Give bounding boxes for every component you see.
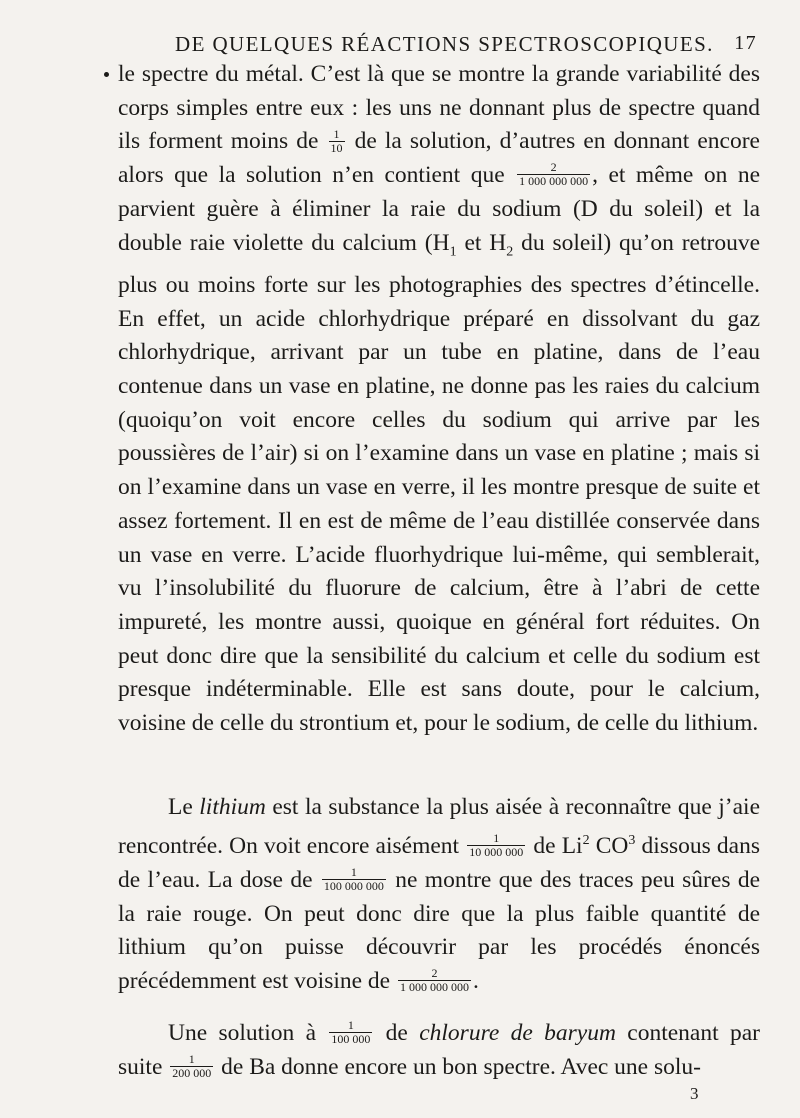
- text-run: ne montre que des traces peu sûres de la raie rouge. On peut donc dire que la plus faible quantité de lithium qu’on puisse découvrir par les procédés énoncés précédemment est voisine de: [118, 866, 761, 995]
- header-title: DE QUELQUES RÉACTIONS SPECTROSCOPIQUES.: [175, 32, 714, 56]
- page-number: 17: [734, 32, 757, 54]
- italic-term: chlorure de baryum: [419, 1019, 616, 1046]
- text-run: et H: [456, 229, 507, 256]
- paragraph-gap: [118, 741, 760, 791]
- margin-dot: [104, 72, 109, 77]
- running-header: [175, 26, 775, 62]
- text-run: du soleil) qu’on retrouve plus ou moins forte sur les photographies des spectres d’étincelle. En effet, un acide chlorhydrique préparé en dissolvant du gaz chlorhydrique, arrivant par un tube en platine, dans de l’eau contenue dans un vase en platine, ne donne pas les raies du calcium (quoiqu’on voit encore celles du sodium qui arrive par les poussières de l’air) si on l’examine dans un vase en platine ; mais si on l’examine dans un vase en verre, il les montre presque de suite et assez fortement. Il en est de même de l’eau distillée conservée dans un vase en verre. L’acide fluorhydrique lui-même, qui semblerait, vu l’insolubilité du fluorure de calcium, être à l’abri de cette impureté, les montre aussi, quoique en général fort réduites. On peut donc dire que la sensibilité du calcium et celle du sodium est presque indéterminable. Elle est sans doute, pour le calcium, voisine de celle du strontium et, pour le sodium, de celle du lithium.: [118, 229, 760, 737]
- text-run: de Li: [527, 833, 583, 860]
- fraction-numerator: 2: [431, 966, 438, 981]
- paragraph-3: [118, 1017, 760, 1084]
- superscript: 3: [628, 833, 636, 849]
- text-run: dissous dans de l’eau. La dose de: [118, 833, 760, 893]
- fraction-one-hundred-thousandth: [329, 1019, 372, 1046]
- paragraph-2: [118, 791, 760, 999]
- text-run: de la solution, d’autres en donnant encore alors que la solution n’en contient que: [118, 128, 760, 189]
- fraction-one-two-hundred-thousandth: [170, 1053, 213, 1080]
- italic-term: lithium: [199, 793, 266, 820]
- fraction-denominator: 100 000: [331, 1031, 371, 1046]
- subscript: 2: [506, 244, 514, 260]
- fraction-denominator: 100 000 000: [323, 879, 384, 894]
- fraction-numerator: 1: [350, 865, 357, 880]
- fraction-numerator: 1: [333, 126, 340, 141]
- text-run: de Ba donne encore un bon spectre. Avec une solu-: [215, 1053, 701, 1080]
- superscript: 2: [582, 833, 590, 849]
- subscript: 1: [449, 244, 457, 260]
- text-run: de: [374, 1019, 420, 1046]
- text-run: .: [472, 968, 479, 995]
- text-run: Le: [168, 793, 200, 820]
- signature-mark: 3: [690, 1084, 699, 1103]
- fraction-denominator: 1 000 000 000: [399, 980, 469, 995]
- text-run: Une solution à: [168, 1019, 328, 1046]
- text-run: le spectre du métal. C’est là que se montre la grande variabilité des corps simples entre eux : les uns ne donnant plus de spectre quand ils forment moins de: [118, 61, 760, 155]
- text-run: contenant par suite: [118, 1019, 760, 1080]
- fraction-numerator: 1: [188, 1051, 195, 1066]
- fraction-one-tenth: [329, 128, 345, 155]
- fraction-denominator: 1 000 000 000: [519, 174, 589, 189]
- paragraph-1: [118, 58, 760, 741]
- fraction-denominator: 10 000 000: [469, 845, 524, 860]
- fraction-numerator: 1: [493, 831, 500, 846]
- fraction-one-ten-millionth: [467, 832, 525, 859]
- fraction-one-hundred-millionth: [322, 866, 386, 893]
- text-run: , et même on ne parvient guère à éliminer la raie du sodium (D du soleil) et la double raie violette du calcium (H: [118, 162, 760, 256]
- fraction-numerator: 1: [347, 1017, 354, 1032]
- fraction-denominator: 10: [330, 140, 343, 155]
- text-run: CO: [589, 833, 629, 860]
- body-text: [118, 58, 760, 1084]
- fraction-two-billionths: [398, 967, 471, 994]
- fraction-numerator: 2: [550, 160, 557, 175]
- fraction-denominator: 200 000: [172, 1065, 212, 1080]
- paragraph-gap: [118, 999, 760, 1017]
- fraction-two-billionths: [517, 161, 590, 188]
- text-run: est la substance la plus aisée à reconnaître que j’aie rencontrée. On voit encore aisément: [118, 793, 761, 860]
